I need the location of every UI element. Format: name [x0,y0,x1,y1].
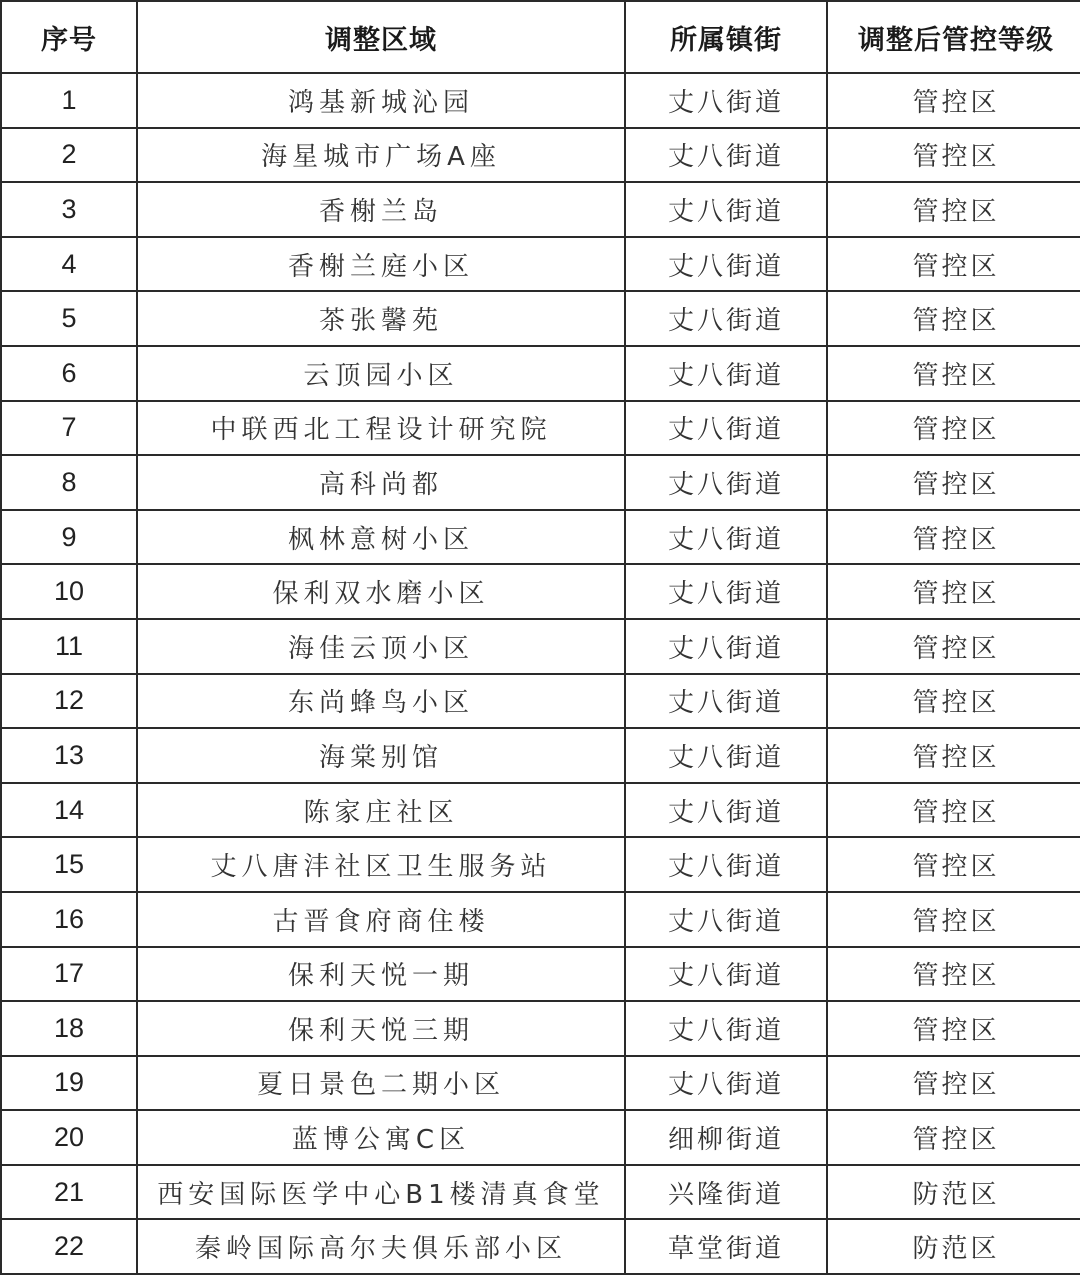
row-street: 丈八街道 [625,73,827,128]
row-level: 管控区 [827,510,1080,565]
row-level: 管控区 [827,728,1080,783]
row-street: 丈八街道 [625,892,827,947]
row-index: 18 [1,1001,137,1056]
row-street: 丈八街道 [625,291,827,346]
row-level: 管控区 [827,182,1080,237]
table-body [1,73,1080,1274]
row-area: 海星城市广场A座 [137,128,625,183]
row-street: 丈八街道 [625,619,827,674]
row-area: 东尚蜂鸟小区 [137,674,625,729]
row-level: 管控区 [827,401,1080,456]
row-area: 古晋食府商住楼 [137,892,625,947]
table-row [1,182,1080,237]
row-street: 丈八街道 [625,1001,827,1056]
row-index: 12 [1,674,137,729]
row-index: 4 [1,237,137,292]
row-area: 蓝博公寓C区 [137,1110,625,1165]
table-row [1,1219,1080,1274]
row-street: 兴隆街道 [625,1165,827,1220]
row-area: 秦岭国际高尔夫俱乐部小区 [137,1219,625,1274]
row-index: 22 [1,1219,137,1274]
header-row [1,1,1080,73]
row-index: 6 [1,346,137,401]
row-index: 5 [1,291,137,346]
row-street: 丈八街道 [625,346,827,401]
row-level: 管控区 [827,455,1080,510]
row-level: 管控区 [827,837,1080,892]
row-area: 高科尚都 [137,455,625,510]
row-index: 7 [1,401,137,456]
row-index: 3 [1,182,137,237]
table-row [1,674,1080,729]
row-area: 保利天悦一期 [137,947,625,1002]
row-level: 管控区 [827,1001,1080,1056]
table-row [1,947,1080,1002]
row-area: 香榭兰岛 [137,182,625,237]
row-area: 鸿基新城沁园 [137,73,625,128]
row-index: 8 [1,455,137,510]
row-street: 丈八街道 [625,182,827,237]
table-row [1,291,1080,346]
row-street: 丈八街道 [625,783,827,838]
row-area: 茶张馨苑 [137,291,625,346]
row-level: 管控区 [827,564,1080,619]
row-area: 云顶园小区 [137,346,625,401]
row-area: 保利天悦三期 [137,1001,625,1056]
row-area: 海棠别馆 [137,728,625,783]
row-street: 丈八街道 [625,237,827,292]
row-index: 10 [1,564,137,619]
table-row [1,783,1080,838]
row-area: 中联西北工程设计研究院 [137,401,625,456]
row-street: 丈八街道 [625,401,827,456]
row-index: 2 [1,128,137,183]
row-index: 15 [1,837,137,892]
row-index: 9 [1,510,137,565]
row-level: 管控区 [827,237,1080,292]
row-level: 管控区 [827,128,1080,183]
row-street: 丈八街道 [625,128,827,183]
row-area: 夏日景色二期小区 [137,1056,625,1111]
row-level: 管控区 [827,783,1080,838]
table-row [1,73,1080,128]
row-index: 13 [1,728,137,783]
header-street: 所属镇街 [625,1,827,73]
row-index: 19 [1,1056,137,1111]
table-row [1,1056,1080,1111]
row-area: 陈家庄社区 [137,783,625,838]
table-row [1,564,1080,619]
row-area: 西安国际医学中心B1楼清真食堂 [137,1165,625,1220]
table-row [1,510,1080,565]
row-area: 枫林意树小区 [137,510,625,565]
row-street: 丈八街道 [625,510,827,565]
table-row [1,455,1080,510]
row-index: 21 [1,1165,137,1220]
table-row [1,892,1080,947]
row-area: 香榭兰庭小区 [137,237,625,292]
row-index: 11 [1,619,137,674]
table-row [1,401,1080,456]
row-level: 管控区 [827,73,1080,128]
table-row [1,346,1080,401]
row-street: 丈八街道 [625,674,827,729]
row-area: 保利双水磨小区 [137,564,625,619]
table-row [1,1165,1080,1220]
table-row [1,619,1080,674]
table-row [1,128,1080,183]
row-street: 丈八街道 [625,1056,827,1111]
table-row [1,837,1080,892]
row-area: 海佳云顶小区 [137,619,625,674]
row-level: 管控区 [827,291,1080,346]
row-street: 丈八街道 [625,947,827,1002]
row-street: 丈八街道 [625,728,827,783]
table-row [1,728,1080,783]
row-index: 14 [1,783,137,838]
row-index: 16 [1,892,137,947]
row-index: 1 [1,73,137,128]
row-level: 防范区 [827,1219,1080,1274]
row-level: 管控区 [827,619,1080,674]
row-area: 丈八唐沣社区卫生服务站 [137,837,625,892]
row-street: 丈八街道 [625,837,827,892]
row-street: 丈八街道 [625,564,827,619]
table-row [1,237,1080,292]
table-header [1,1,1080,73]
row-street: 草堂街道 [625,1219,827,1274]
header-index: 序号 [1,1,137,73]
row-index: 17 [1,947,137,1002]
header-level: 调整后管控等级 [827,1,1080,73]
row-level: 管控区 [827,1110,1080,1165]
row-street: 丈八街道 [625,455,827,510]
table-row [1,1110,1080,1165]
row-level: 管控区 [827,892,1080,947]
row-level: 管控区 [827,1056,1080,1111]
row-street: 细柳街道 [625,1110,827,1165]
row-level: 防范区 [827,1165,1080,1220]
table-row [1,1001,1080,1056]
row-index: 20 [1,1110,137,1165]
row-level: 管控区 [827,674,1080,729]
row-level: 管控区 [827,346,1080,401]
row-level: 管控区 [827,947,1080,1002]
header-area: 调整区域 [137,1,625,73]
